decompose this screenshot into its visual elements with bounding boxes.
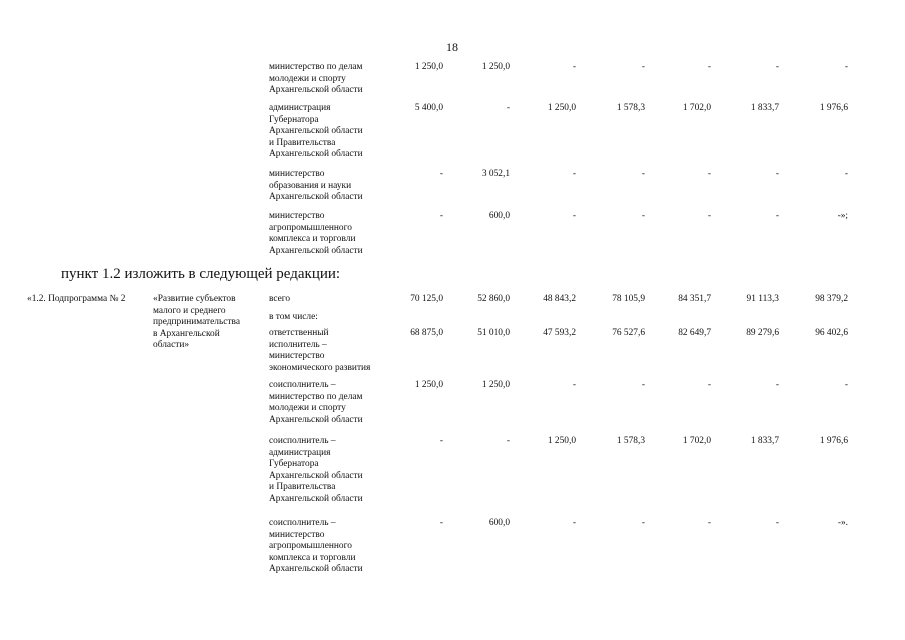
bottom-row-value: -: [775, 380, 779, 390]
bottom-row-org-line: администрация: [269, 447, 331, 458]
bottom-row-value: 84 351,7: [678, 294, 711, 304]
top-row-value: -: [641, 211, 645, 221]
subprogram-name-line: области»: [153, 340, 190, 351]
top-row-value: -: [775, 211, 779, 221]
bottom-row-value: 98 379,2: [815, 294, 848, 304]
subprogram-name-line: предпринимательства: [153, 317, 240, 328]
top-row-org-line: и Правительства: [269, 137, 336, 148]
bottom-row-org-line: исполнитель –: [269, 339, 327, 350]
bottom-row-value: -».: [837, 518, 848, 528]
bottom-row-value: 47 593,2: [543, 328, 576, 338]
bottom-row-org-line: экономического развития: [269, 362, 371, 373]
bottom-row-value: -: [641, 380, 645, 390]
bottom-row-org-line: министерство: [269, 351, 325, 362]
top-row-value: -: [775, 169, 779, 179]
subprogram-code: «1.2. Подпрограмма № 2: [27, 294, 126, 304]
top-row-value: 1 250,0: [414, 62, 443, 72]
top-row-value: -: [572, 169, 576, 179]
bottom-row-org-line: и Правительства: [269, 482, 336, 493]
top-row-value: 1 250,0: [547, 103, 576, 113]
top-row-org-line: Архангельской области: [269, 192, 363, 203]
top-row-value: -: [439, 211, 443, 221]
bottom-row-org-line: всего: [269, 294, 291, 304]
bottom-row-org-line: в том числе:: [269, 312, 318, 322]
bottom-row-org-line: министерство по делам: [269, 391, 363, 402]
top-row-value: -: [707, 211, 711, 221]
top-row-value: -: [707, 62, 711, 72]
bottom-row-value: -: [707, 380, 711, 390]
bottom-row-value: -: [572, 518, 576, 528]
top-row-value: -: [775, 62, 779, 72]
top-row-org-line: министерство: [269, 211, 325, 221]
bottom-row-value: -: [439, 518, 443, 528]
bottom-row-value: 91 113,3: [746, 294, 779, 304]
subprogram-name-line: малого и среднего: [153, 305, 226, 316]
bottom-row-org-line: Архангельской области: [269, 564, 363, 575]
bottom-row-value: 76 527,6: [612, 328, 645, 338]
top-row-org-line: молодежи и спорту: [269, 73, 346, 84]
bottom-row-value: 68 875,0: [410, 328, 443, 338]
top-row-value: -: [572, 62, 576, 72]
bottom-row-value: 1 976,6: [819, 436, 848, 446]
top-row-org-line: министерство по делам: [269, 62, 363, 72]
bottom-row-org-line: молодежи и спорту: [269, 403, 346, 414]
bottom-row-value: -: [572, 380, 576, 390]
top-row-value: 600,0: [488, 211, 510, 221]
bottom-row-org-line: министерство: [269, 529, 325, 540]
top-row-org-line: комплекса и торговли: [269, 234, 356, 245]
bottom-row-value: 600,0: [488, 518, 510, 528]
bottom-row-value: 1 702,0: [682, 436, 711, 446]
bottom-row-value: 1 250,0: [547, 436, 576, 446]
subprogram-name-line: «Развитие субъектов: [153, 294, 236, 304]
bottom-row-org-line: Архангельской области: [269, 414, 363, 425]
top-row-org-line: Губернатора: [269, 114, 319, 125]
top-row-org-line: Архангельской области: [269, 85, 363, 96]
top-row-value: -: [707, 169, 711, 179]
bottom-row-org-line: соисполнитель –: [269, 518, 336, 528]
bottom-row-value: 51 010,0: [477, 328, 510, 338]
top-row-value: -: [844, 62, 848, 72]
bottom-row-org-line: Архангельской области: [269, 494, 363, 504]
bottom-row-value: 1 578,3: [616, 436, 645, 446]
bottom-row-value: 1 250,0: [481, 380, 510, 390]
top-row-value: 1 702,0: [682, 103, 711, 113]
top-row-value: -: [844, 169, 848, 179]
top-row-value: -: [572, 211, 576, 221]
bottom-row-value: 1 833,7: [750, 436, 779, 446]
bottom-row-org-line: соисполнитель –: [269, 380, 336, 390]
bottom-row-org-line: Губернатора: [269, 459, 319, 470]
bottom-row-value: 96 402,6: [815, 328, 848, 338]
top-row-value: -: [439, 169, 443, 179]
bottom-row-value: -: [707, 518, 711, 528]
bottom-row-value: -: [775, 518, 779, 528]
bottom-row-value: 82 649,7: [678, 328, 711, 338]
top-row-org-line: администрация: [269, 103, 331, 113]
bottom-row-value: 1 250,0: [414, 380, 443, 390]
top-row-org-line: Архангельской области: [269, 149, 363, 160]
bottom-row-org-line: Архангельской области: [269, 470, 363, 481]
bottom-row-value: -: [506, 436, 510, 446]
top-row-org-line: министерство: [269, 169, 325, 179]
bottom-row-value: 78 105,9: [612, 294, 645, 304]
top-row-value: 3 052,1: [481, 169, 510, 179]
bottom-row-org-line: агропромышленного: [269, 541, 352, 552]
top-row-value: 5 400,0: [414, 103, 443, 113]
top-row-value: 1 578,3: [616, 103, 645, 113]
bottom-row-value: 70 125,0: [410, 294, 443, 304]
subprogram-name-line: в Архангельской: [153, 328, 220, 339]
top-row-value: 1 833,7: [750, 103, 779, 113]
bottom-row-org-line: ответственный: [269, 328, 329, 338]
bottom-row-value: 48 843,2: [543, 294, 576, 304]
bottom-row-value: 52 860,0: [477, 294, 510, 304]
top-row-org-line: Архангельской области: [269, 126, 363, 137]
bottom-row-value: -: [844, 380, 848, 390]
top-row-value: 1 250,0: [481, 62, 510, 72]
bottom-row-value: 89 279,6: [746, 328, 779, 338]
top-row-org-line: Архангельской области: [269, 245, 363, 256]
bottom-row-value: -: [439, 436, 443, 446]
top-row-value: -»;: [837, 211, 848, 221]
top-row-value: -: [641, 169, 645, 179]
bottom-row-org-line: комплекса и торговли: [269, 552, 356, 563]
top-row-org-line: агропромышленного: [269, 222, 352, 233]
top-row-value: 1 976,6: [819, 103, 848, 113]
page-number: 18: [446, 40, 458, 54]
bottom-row-value: -: [641, 518, 645, 528]
bottom-row-org-line: соисполнитель –: [269, 436, 336, 446]
top-row-value: -: [506, 103, 510, 113]
section-heading: пункт 1.2 изложить в следующей редакции:: [61, 266, 341, 282]
top-row-value: -: [641, 62, 645, 72]
top-row-org-line: образования и науки: [269, 180, 352, 191]
